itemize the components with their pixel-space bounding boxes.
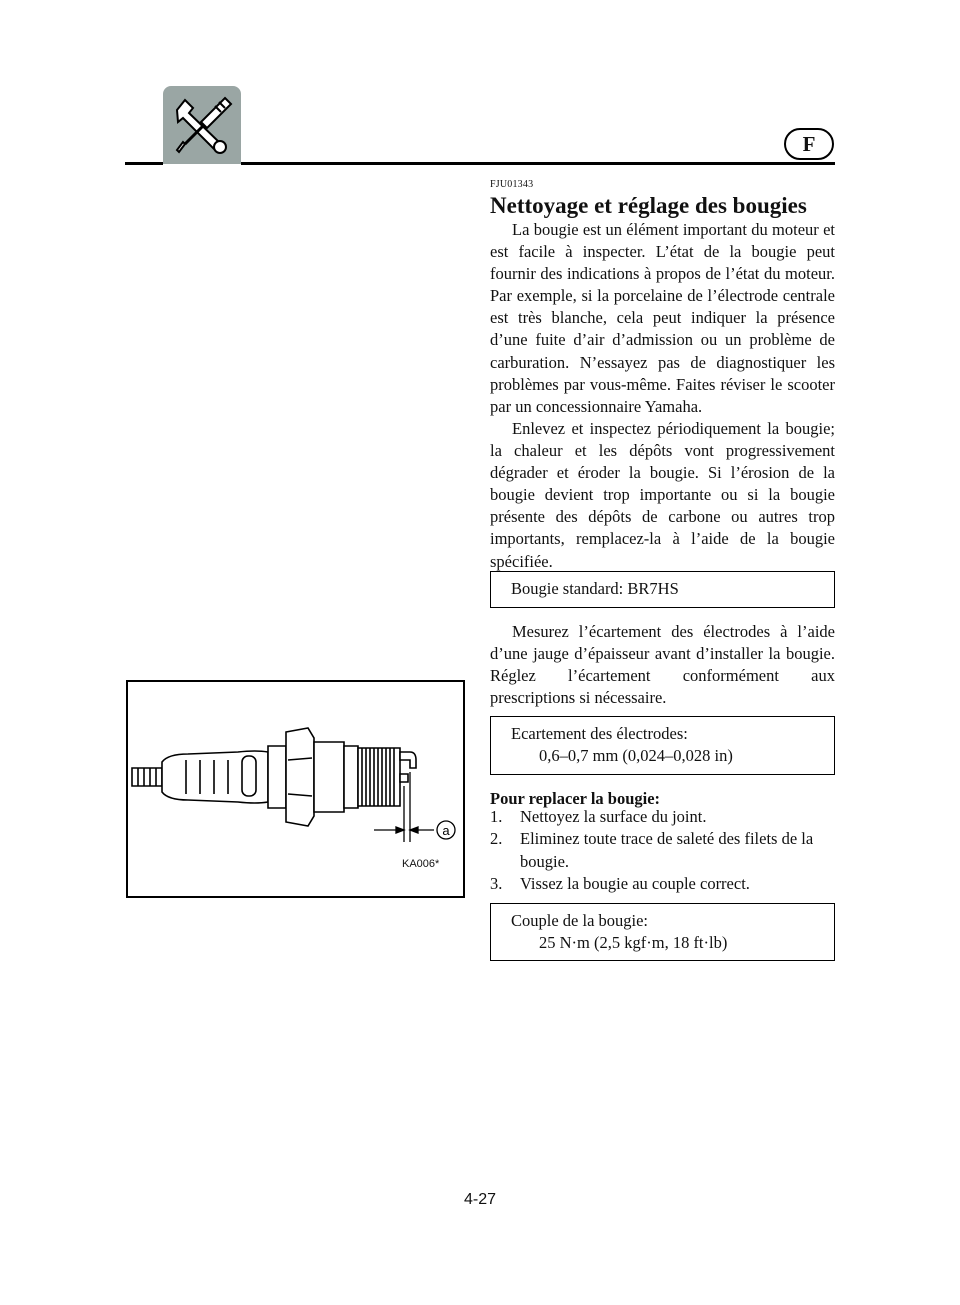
procedure-step: 2. Eliminez toute trace de saleté des filets de la bougie. [490,829,814,871]
spec-box-standard-plug [490,571,835,608]
spec-gap-label: Ecartement des électrodes: [511,724,688,743]
page-number: 4-27 [463,1191,497,1208]
header-rule-right [241,162,835,165]
gap-callout-label: a [442,823,450,838]
section-code: FJU01343 [490,179,534,190]
section-title: Nettoyage et réglage des bougies [490,193,807,218]
figure-id: KA006* [402,858,440,870]
procedure-steps [490,806,835,896]
spec-box-torque [490,903,835,961]
paragraph-gap: Mesurez l’écartement des électrodes à l’aide d’une jauge d’épaisseur avant d’installer la bougie. Réglez l’écartement conformément aux prescriptions si nécessaire. [490,622,835,708]
procedure-step: 1. Nettoyez la surface du joint. [490,807,707,826]
spec-torque-label: Couple de la bougie: [511,911,649,930]
spec-standard-plug: Bougie standard: BR7HS [511,579,679,598]
spec-gap-value: 0,6–0,7 mm (0,024–0,028 in) [539,746,733,765]
paragraph-inspection: Enlevez et inspectez périodiquement la bougie; la chaleur et les dépôts vont progressivement dégrader et éroder la bougie. Si l’érosion de la bougie devient trop importante ou si la bougie présente des dépôts de carbone ou autres trop importants, remplacez-la à l’aide de la bougie spécifiée. [490,419,835,571]
section-badge [163,86,241,164]
language-badge: F [784,128,834,160]
procedure-heading: Pour replacer la bougie: [490,789,661,808]
spec-box-gap [490,716,835,775]
wrench-screwdriver-icon [163,86,241,164]
spec-torque-value: 25 N·m (2,5 kgf·m, 18 ft·lb) [539,933,728,952]
paragraph-intro: La bougie est un élément important du moteur et est facile à inspecter. L’état de la bougie peut fournir des indications à propos de l’état du moteur. Par exemple, si la porcelaine de l’électrode centrale est très blanche, cela peut indiquer la présence d’une fuite d’air d’admission ou un problème de carburation. N’essayez pas de diagnostiquer les problèmes par vous-même. Faites réviser le scooter par un concessionnaire Yamaha. [490,220,835,416]
header-rule-left [125,162,163,165]
procedure-step: 3. Vissez la bougie au couple correct. [490,874,750,894]
